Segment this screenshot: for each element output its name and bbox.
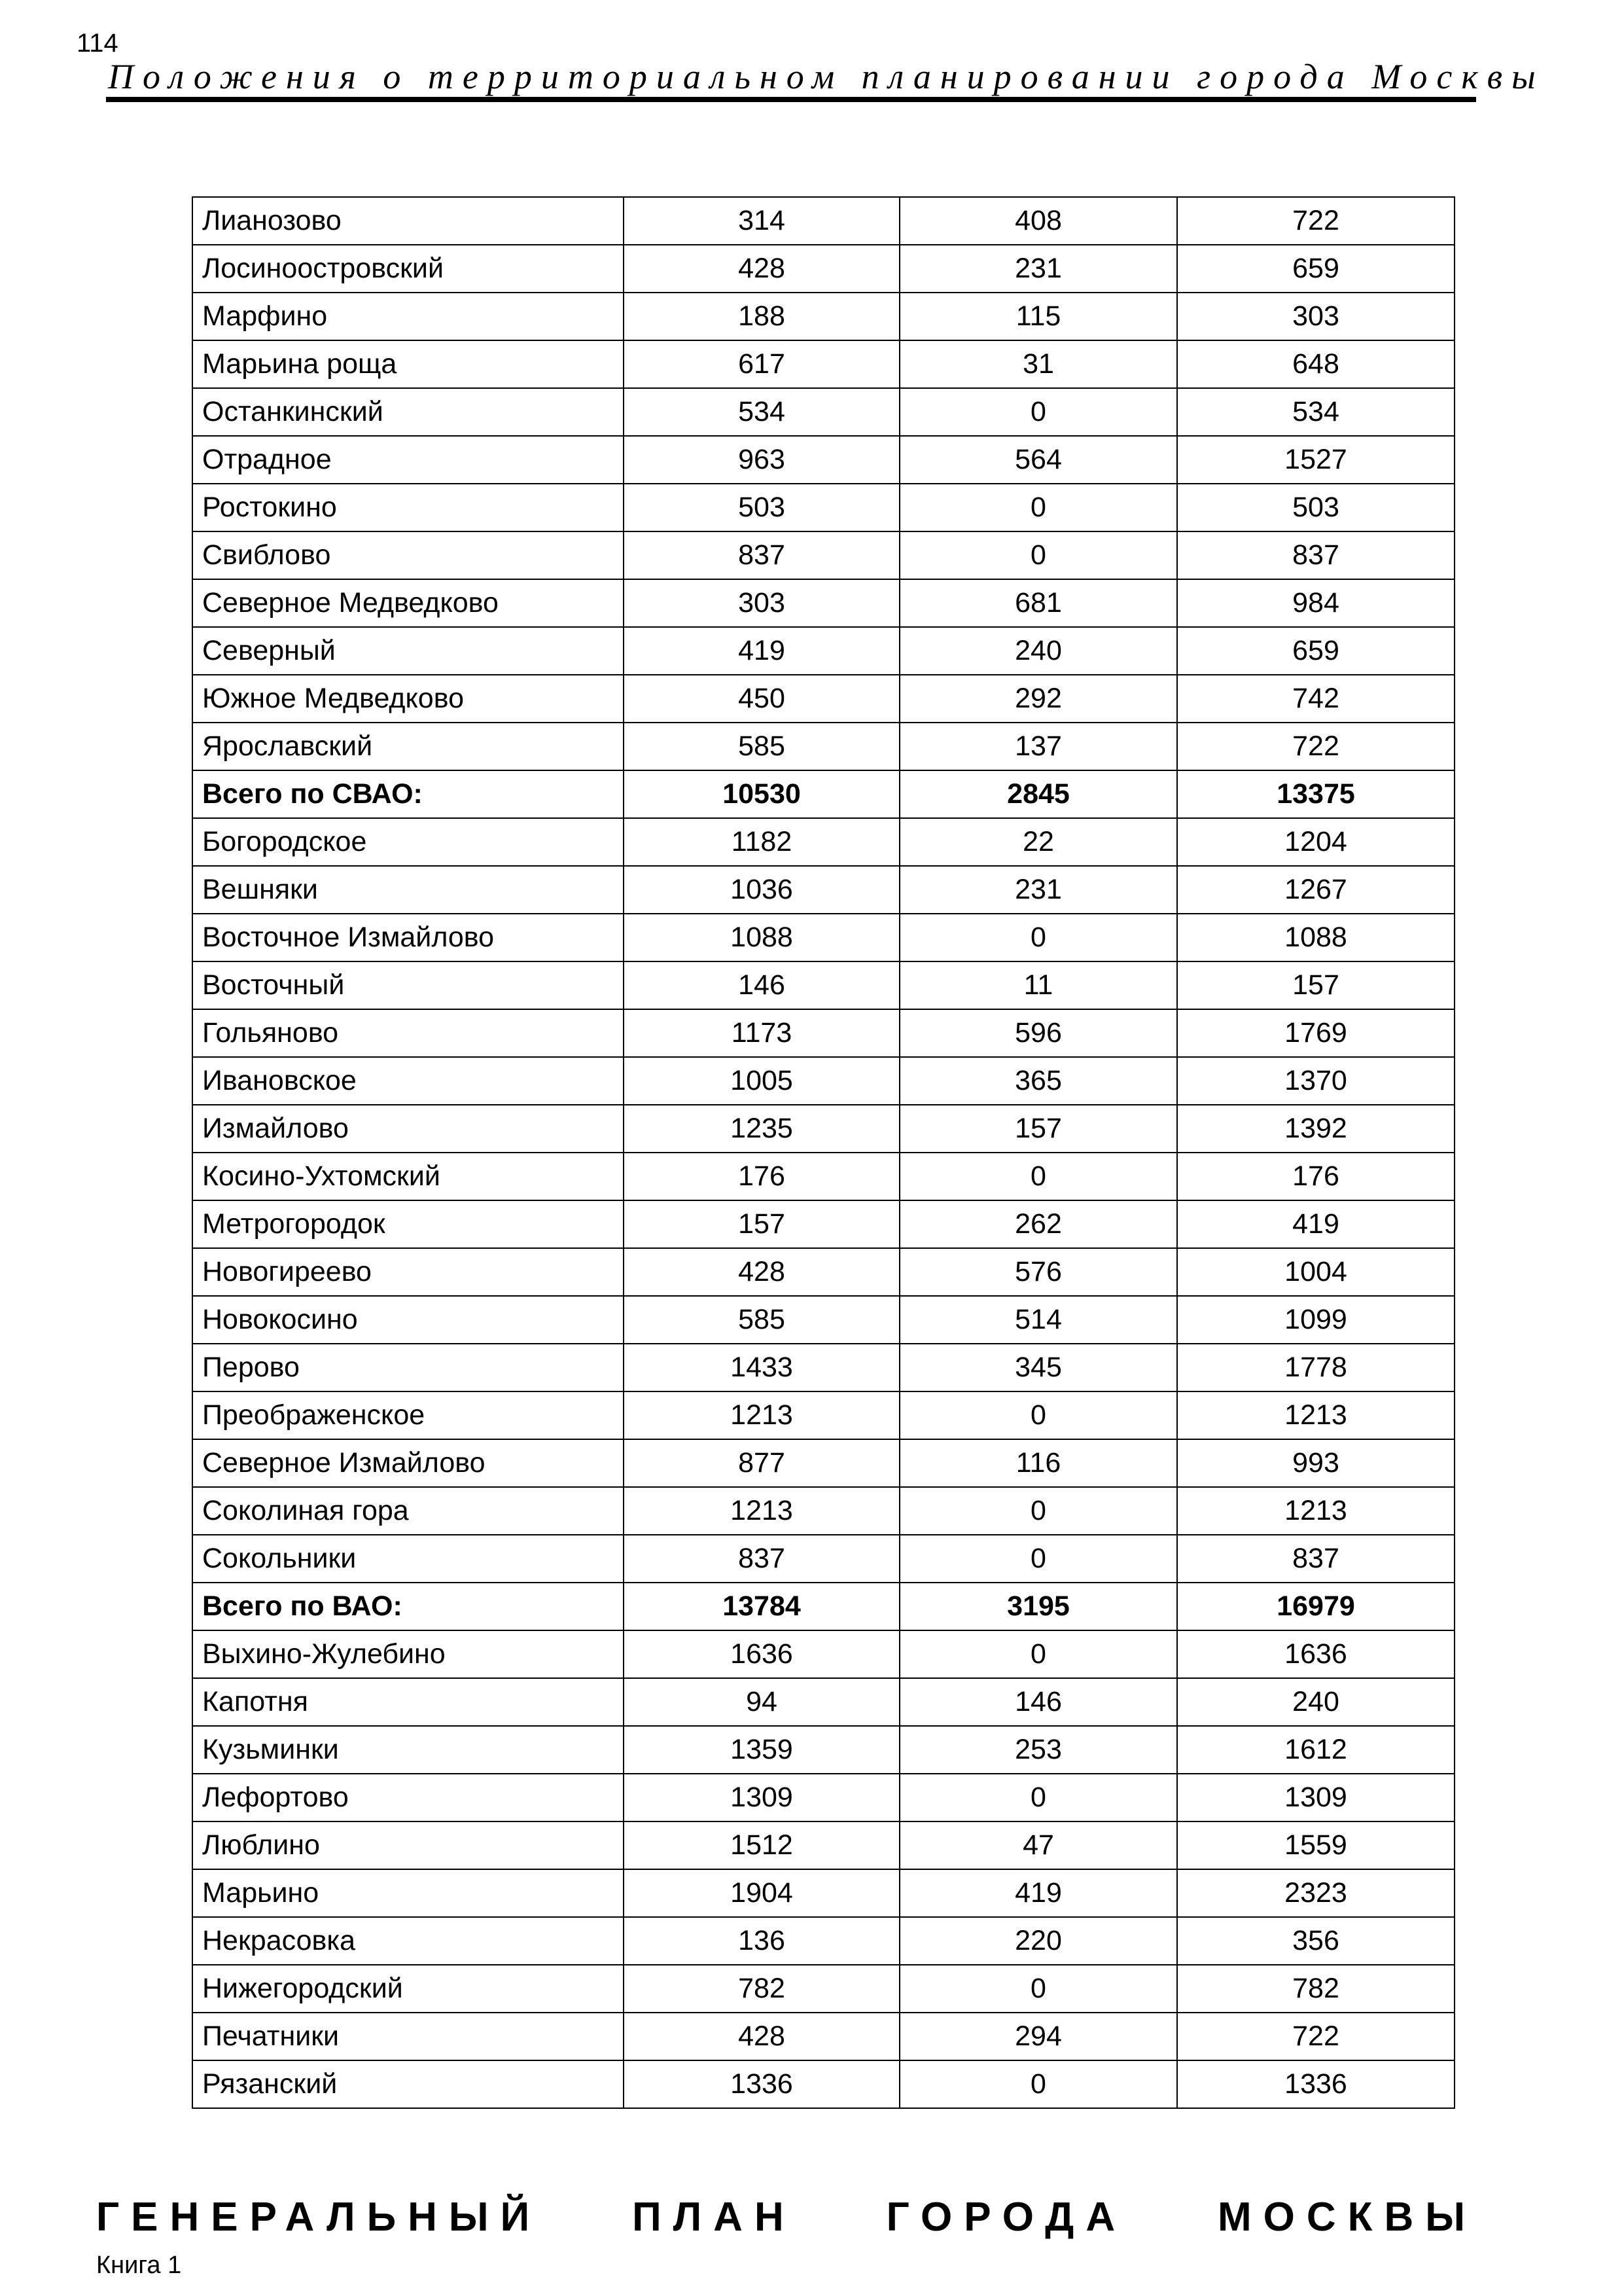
value-total-cell: 2323: [1177, 1869, 1455, 1917]
district-name-cell: Вешняки: [192, 866, 624, 914]
district-name-cell: Метрогородок: [192, 1200, 624, 1248]
value-cell-2: 262: [900, 1200, 1177, 1248]
value-cell-2: 0: [900, 388, 1177, 436]
district-name-cell: Богородское: [192, 818, 624, 866]
district-name-cell: Некрасовка: [192, 1917, 624, 1965]
district-name-cell: Преображенское: [192, 1391, 624, 1439]
value-total-cell: 659: [1177, 245, 1455, 293]
value-total-cell: 1636: [1177, 1630, 1455, 1678]
value-cell-1: 428: [624, 245, 900, 293]
table-row: [192, 1678, 1455, 1726]
value-cell-2: 292: [900, 675, 1177, 723]
value-total-cell: 722: [1177, 2013, 1455, 2060]
value-total-cell: 984: [1177, 579, 1455, 627]
value-total-cell: 356: [1177, 1917, 1455, 1965]
district-name-cell: Марьина роща: [192, 340, 624, 388]
value-total-cell: 659: [1177, 627, 1455, 675]
page-number: 114: [77, 29, 118, 58]
district-name-cell: Новогиреево: [192, 1248, 624, 1296]
value-cell-1: 136: [624, 1917, 900, 1965]
table-row: [192, 723, 1455, 770]
value-cell-1: 1235: [624, 1105, 900, 1153]
value-cell-2: 47: [900, 1821, 1177, 1869]
district-name-cell: Ростокино: [192, 484, 624, 531]
table-row: [192, 1057, 1455, 1105]
district-name-cell: Отрадное: [192, 436, 624, 484]
value-cell-2: 0: [900, 1774, 1177, 1821]
value-cell-1: 450: [624, 675, 900, 723]
value-cell-2: 2845: [900, 770, 1177, 818]
value-total-cell: 1612: [1177, 1726, 1455, 1774]
value-cell-1: 963: [624, 436, 900, 484]
value-cell-1: 1512: [624, 1821, 900, 1869]
table-row: [192, 1248, 1455, 1296]
value-total-cell: 303: [1177, 293, 1455, 340]
value-cell-1: 503: [624, 484, 900, 531]
value-cell-1: 1213: [624, 1391, 900, 1439]
value-cell-1: 585: [624, 1296, 900, 1344]
value-cell-1: 428: [624, 1248, 900, 1296]
district-name-cell: Ивановское: [192, 1057, 624, 1105]
value-total-cell: 419: [1177, 1200, 1455, 1248]
value-cell-2: 564: [900, 436, 1177, 484]
table-row: [192, 2013, 1455, 2060]
district-name-cell: Люблино: [192, 1821, 624, 1869]
value-cell-2: 231: [900, 866, 1177, 914]
district-name-cell: Марьино: [192, 1869, 624, 1917]
district-name-cell: Ярославский: [192, 723, 624, 770]
value-cell-2: 253: [900, 1726, 1177, 1774]
value-cell-1: 782: [624, 1965, 900, 2013]
district-name-cell: Лефортово: [192, 1774, 624, 1821]
value-cell-1: 419: [624, 627, 900, 675]
value-total-cell: 1370: [1177, 1057, 1455, 1105]
value-cell-2: 0: [900, 1391, 1177, 1439]
value-cell-1: 13784: [624, 1583, 900, 1630]
value-cell-1: 585: [624, 723, 900, 770]
table-row: [192, 531, 1455, 579]
value-cell-1: 1336: [624, 2060, 900, 2108]
value-cell-1: 10530: [624, 770, 900, 818]
value-total-cell: 16979: [1177, 1583, 1455, 1630]
district-table: [192, 196, 1455, 2109]
table-total-row: [192, 770, 1455, 818]
value-cell-1: 1636: [624, 1630, 900, 1678]
district-name-cell: Выхино-Жулебино: [192, 1630, 624, 1678]
value-total-cell: 1088: [1177, 914, 1455, 961]
district-name-cell: Северное Измайлово: [192, 1439, 624, 1487]
district-name-cell: Восточное Измайлово: [192, 914, 624, 961]
table-row: [192, 1009, 1455, 1057]
district-name-cell: Печатники: [192, 2013, 624, 2060]
value-cell-1: 1309: [624, 1774, 900, 1821]
value-cell-2: 596: [900, 1009, 1177, 1057]
value-cell-2: 0: [900, 914, 1177, 961]
table-row: [192, 1869, 1455, 1917]
value-cell-2: 0: [900, 484, 1177, 531]
value-cell-2: 294: [900, 2013, 1177, 2060]
value-cell-1: 303: [624, 579, 900, 627]
table-row: [192, 436, 1455, 484]
value-cell-1: 1182: [624, 818, 900, 866]
value-cell-1: 314: [624, 197, 900, 245]
table-row: [192, 1391, 1455, 1439]
table-row: [192, 1535, 1455, 1583]
value-total-cell: 1204: [1177, 818, 1455, 866]
value-total-cell: 157: [1177, 961, 1455, 1009]
value-total-cell: 1527: [1177, 436, 1455, 484]
value-cell-1: 534: [624, 388, 900, 436]
table-row: [192, 1200, 1455, 1248]
value-cell-2: 0: [900, 1487, 1177, 1535]
value-cell-1: 837: [624, 531, 900, 579]
table-row: [192, 866, 1455, 914]
value-cell-2: 0: [900, 1535, 1177, 1583]
value-total-cell: 503: [1177, 484, 1455, 531]
table-row: [192, 1821, 1455, 1869]
value-total-cell: 1559: [1177, 1821, 1455, 1869]
value-cell-1: 1005: [624, 1057, 900, 1105]
value-cell-2: 137: [900, 723, 1177, 770]
value-cell-1: 1036: [624, 866, 900, 914]
table-row: [192, 340, 1455, 388]
district-name-cell: Нижегородский: [192, 1965, 624, 2013]
table-row: [192, 388, 1455, 436]
value-total-cell: 648: [1177, 340, 1455, 388]
running-header: Положения о территориальном планировании города Москвы: [108, 57, 1545, 96]
table-row: [192, 1965, 1455, 2013]
table-total-row: [192, 1583, 1455, 1630]
value-cell-1: 1359: [624, 1726, 900, 1774]
district-name-cell: Перово: [192, 1344, 624, 1391]
table-row: [192, 1774, 1455, 1821]
value-total-cell: 1392: [1177, 1105, 1455, 1153]
footer-title: ГЕНЕРАЛЬНЫЙ ПЛАН ГОРОДА МОСКВЫ: [96, 2195, 1477, 2240]
table-row: [192, 1487, 1455, 1535]
district-name-cell: Косино-Ухтомский: [192, 1153, 624, 1200]
table-row: [192, 484, 1455, 531]
district-name-cell: Останкинский: [192, 388, 624, 436]
header-rule: [106, 97, 1476, 102]
table-row: [192, 1917, 1455, 1965]
table-row: [192, 1630, 1455, 1678]
value-cell-2: 0: [900, 2060, 1177, 2108]
district-name-cell: Северный: [192, 627, 624, 675]
district-name-cell: Соколиная гора: [192, 1487, 624, 1535]
value-total-cell: 837: [1177, 531, 1455, 579]
table-row: [192, 1153, 1455, 1200]
table-row: [192, 1105, 1455, 1153]
value-cell-1: 1433: [624, 1344, 900, 1391]
value-cell-2: 365: [900, 1057, 1177, 1105]
district-name-cell: Капотня: [192, 1678, 624, 1726]
value-cell-2: 231: [900, 245, 1177, 293]
value-cell-1: 157: [624, 1200, 900, 1248]
value-cell-2: 220: [900, 1917, 1177, 1965]
value-total-cell: 1336: [1177, 2060, 1455, 2108]
value-cell-1: 188: [624, 293, 900, 340]
district-name-cell: Восточный: [192, 961, 624, 1009]
table-row: [192, 818, 1455, 866]
district-name-cell: Марфино: [192, 293, 624, 340]
district-name-cell: Гольяново: [192, 1009, 624, 1057]
value-cell-2: 146: [900, 1678, 1177, 1726]
value-cell-2: 3195: [900, 1583, 1177, 1630]
table-row: [192, 2060, 1455, 2108]
table-row: [192, 1439, 1455, 1487]
value-cell-2: 681: [900, 579, 1177, 627]
value-cell-2: 0: [900, 531, 1177, 579]
table-row: [192, 1296, 1455, 1344]
value-total-cell: 176: [1177, 1153, 1455, 1200]
value-cell-2: 11: [900, 961, 1177, 1009]
value-total-cell: 1267: [1177, 866, 1455, 914]
district-name-cell: Северное Медведково: [192, 579, 624, 627]
table-row: [192, 197, 1455, 245]
value-cell-1: 617: [624, 340, 900, 388]
table-row: [192, 961, 1455, 1009]
table-row: [192, 1344, 1455, 1391]
value-cell-2: 514: [900, 1296, 1177, 1344]
value-cell-2: 240: [900, 627, 1177, 675]
table-row: [192, 675, 1455, 723]
table-row: [192, 914, 1455, 961]
value-total-cell: 993: [1177, 1439, 1455, 1487]
value-total-cell: 1213: [1177, 1391, 1455, 1439]
value-total-cell: 722: [1177, 197, 1455, 245]
footer-book-label: Книга 1: [96, 2251, 182, 2279]
district-name-cell: Измайлово: [192, 1105, 624, 1153]
value-cell-1: 1904: [624, 1869, 900, 1917]
value-total-cell: 722: [1177, 723, 1455, 770]
value-total-cell: 782: [1177, 1965, 1455, 2013]
district-name-cell: Новокосино: [192, 1296, 624, 1344]
value-cell-2: 0: [900, 1965, 1177, 2013]
district-name-cell: Лосиноостровский: [192, 245, 624, 293]
value-cell-1: 428: [624, 2013, 900, 2060]
table-row: [192, 293, 1455, 340]
district-name-cell: Кузьминки: [192, 1726, 624, 1774]
value-total-cell: 1004: [1177, 1248, 1455, 1296]
district-name-cell: Рязанский: [192, 2060, 624, 2108]
value-cell-1: 1088: [624, 914, 900, 961]
district-name-cell: Свиблово: [192, 531, 624, 579]
value-cell-1: 1173: [624, 1009, 900, 1057]
value-cell-2: 0: [900, 1153, 1177, 1200]
value-cell-1: 877: [624, 1439, 900, 1487]
value-total-cell: 534: [1177, 388, 1455, 436]
table-row: [192, 579, 1455, 627]
value-cell-2: 419: [900, 1869, 1177, 1917]
value-total-cell: 1778: [1177, 1344, 1455, 1391]
district-name-cell: Всего по СВАО:: [192, 770, 624, 818]
value-total-cell: 837: [1177, 1535, 1455, 1583]
value-cell-2: 22: [900, 818, 1177, 866]
value-total-cell: 13375: [1177, 770, 1455, 818]
district-name-cell: Сокольники: [192, 1535, 624, 1583]
value-cell-2: 157: [900, 1105, 1177, 1153]
value-total-cell: 1309: [1177, 1774, 1455, 1821]
value-total-cell: 742: [1177, 675, 1455, 723]
value-total-cell: 1769: [1177, 1009, 1455, 1057]
district-name-cell: Всего по ВАО:: [192, 1583, 624, 1630]
district-name-cell: Южное Медведково: [192, 675, 624, 723]
value-total-cell: 1213: [1177, 1487, 1455, 1535]
value-cell-2: 576: [900, 1248, 1177, 1296]
value-cell-2: 116: [900, 1439, 1177, 1487]
value-cell-1: 176: [624, 1153, 900, 1200]
value-cell-1: 837: [624, 1535, 900, 1583]
value-cell-1: 1213: [624, 1487, 900, 1535]
table-row: [192, 245, 1455, 293]
value-total-cell: 240: [1177, 1678, 1455, 1726]
value-cell-2: 0: [900, 1630, 1177, 1678]
value-cell-2: 115: [900, 293, 1177, 340]
district-name-cell: Лианозово: [192, 197, 624, 245]
table-row: [192, 627, 1455, 675]
value-total-cell: 1099: [1177, 1296, 1455, 1344]
value-cell-1: 146: [624, 961, 900, 1009]
value-cell-2: 31: [900, 340, 1177, 388]
table-row: [192, 1726, 1455, 1774]
value-cell-2: 345: [900, 1344, 1177, 1391]
value-cell-2: 408: [900, 197, 1177, 245]
value-cell-1: 94: [624, 1678, 900, 1726]
